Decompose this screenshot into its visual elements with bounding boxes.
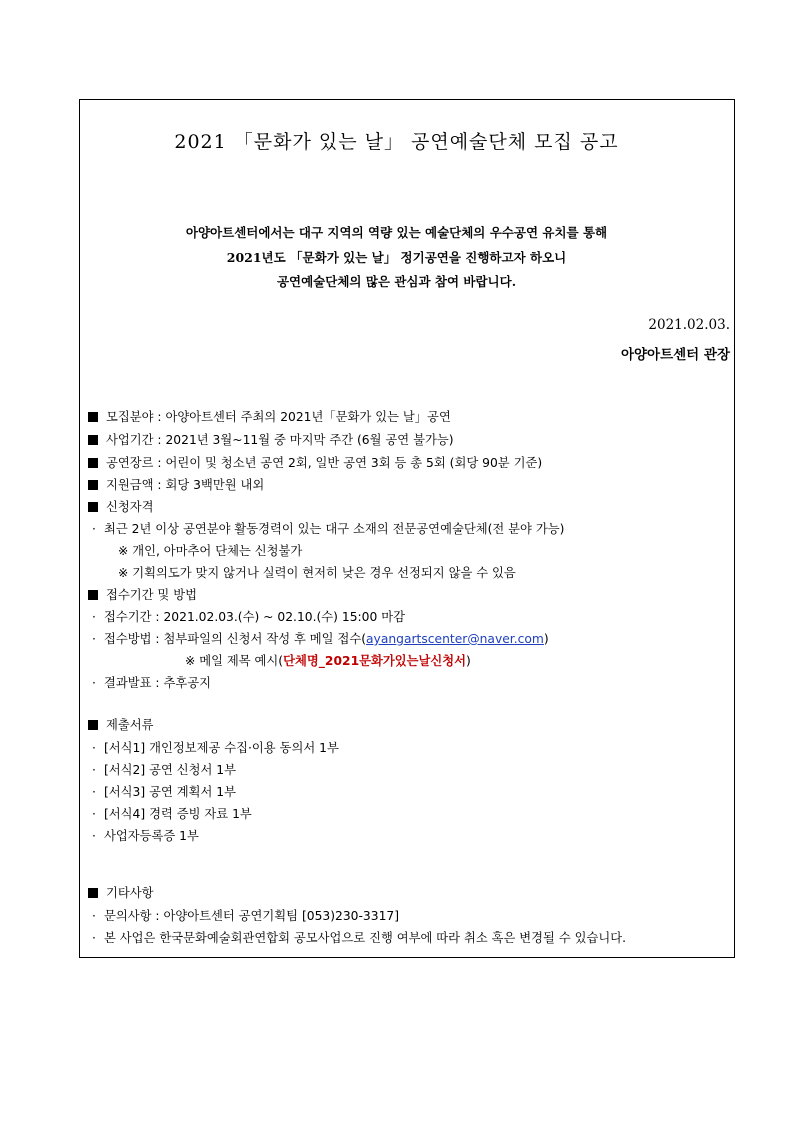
- document-item: · 사업자등록증 1부: [92, 829, 199, 843]
- page-title: 2021 「문화가 있는 날」 공연예술단체 모집 공고: [174, 131, 619, 153]
- square-bullet-icon: [88, 435, 98, 445]
- document-item: · [서식3] 공연 계획서 1부: [92, 785, 236, 799]
- bullet-support-amount: 지원금액 : 회당 3백만원 내외: [88, 477, 264, 493]
- notice-signer: 아양아트센터 관장: [620, 347, 730, 363]
- square-bullet-icon: [88, 888, 98, 898]
- square-bullet-icon: [88, 502, 98, 512]
- square-bullet-icon: [88, 412, 98, 422]
- document-item: · [서식2] 공연 신청서 1부: [92, 763, 236, 777]
- mail-subject-example: ※ 메일 제목 예시(단체명_2021문화가있는날신청서): [185, 654, 471, 668]
- bullet-etc: 기타사항: [88, 885, 154, 901]
- etc-notice: · 본 사업은 한국문화예술회관연합회 공모사업으로 진행 여부에 따라 취소 혹은 변경될 수 있습니다.: [92, 931, 627, 945]
- square-bullet-icon: [88, 720, 98, 730]
- etc-contact: · 문의사항 : 아양아트센터 공연기획팀 [053)230-3317]: [92, 909, 400, 923]
- document-item: · [서식4] 경력 증빙 자료 1부: [92, 807, 252, 821]
- bullet-documents: 제출서류: [88, 717, 154, 733]
- intro-line-2: 2021년도 「문화가 있는 날」 정기공연을 진행하고자 하오니: [226, 250, 567, 265]
- qualification-note-1: ※ 개인, 아마추어 단체는 신청불가: [118, 544, 303, 558]
- notice-date: 2021.02.03.: [648, 317, 730, 333]
- document-item: · [서식1] 개인정보제공 수집·이용 동의서 1부: [92, 741, 339, 755]
- intro-line-1: 아양아트센터에서는 대구 지역의 역량 있는 예술단체의 우수공연 유치를 통해: [185, 225, 608, 240]
- qualification-note-2: ※ 기획의도가 맞지 않거나 실력이 현저히 낮은 경우 선정되지 않을 수 있음: [118, 566, 516, 580]
- bullet-genre: 공연장르 : 어린이 및 청소년 공연 2회, 일반 공연 3회 등 총 5회 (회당 90분 기준): [88, 455, 542, 471]
- bullet-project-period: 사업기간 : 2021년 3월~11월 중 마지막 주간 (6월 공연 불가능): [88, 432, 454, 448]
- bullet-recruit-field: 모집분야 : 아양아트센터 주최의 2021년「문화가 있는 날」공연: [88, 409, 451, 425]
- email-link[interactable]: ayangartscenter@naver.com: [366, 632, 544, 646]
- reception-method: · 접수방법 : 첨부파일의 신청서 작성 후 메일 접수(ayangartscenter@naver.com): [92, 632, 549, 646]
- intro-line-3: 공연예술단체의 많은 관심과 참여 바랍니다.: [276, 274, 517, 289]
- square-bullet-icon: [88, 590, 98, 600]
- qualification-main: · 최근 2년 이상 공연분야 활동경력이 있는 대구 소재의 전문공연예술단체(전 분야 가능): [92, 522, 565, 536]
- bullet-reception: 접수기간 및 방법: [88, 587, 197, 603]
- square-bullet-icon: [88, 480, 98, 490]
- square-bullet-icon: [88, 458, 98, 468]
- reception-result: · 결과발표 : 추후공지: [92, 676, 211, 690]
- bullet-qualification: 신청자격: [88, 499, 154, 515]
- reception-period: · 접수기간 : 2021.02.03.(수) ~ 02.10.(수) 15:00 마감: [92, 610, 405, 624]
